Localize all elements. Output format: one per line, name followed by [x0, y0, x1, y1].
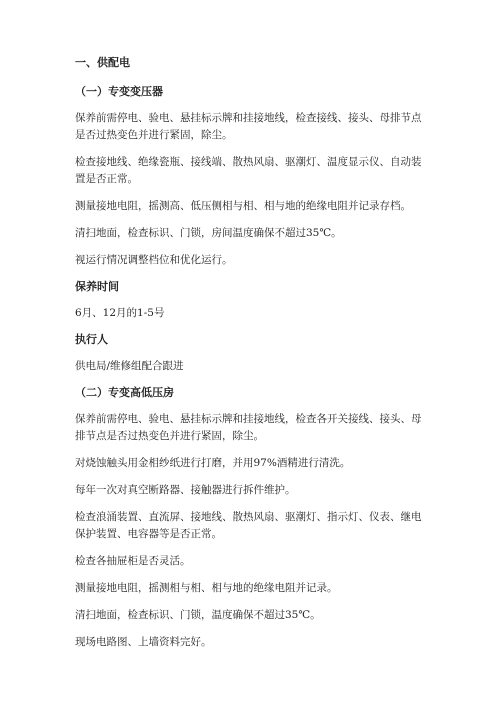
paragraph: 测量接地电阻，摇测相与相、相与地的绝缘电阻并记录。 [75, 582, 338, 594]
paragraph: 清扫地面，检查标识、门锁，房间温度确保不超过35℃。 [75, 227, 342, 239]
paragraph: 每年一次对真空断路器、接触器进行拆件维护。 [75, 484, 296, 496]
executor-label: 执行人 [75, 333, 108, 346]
section-title-transformer: （一）专变变压器 [75, 85, 163, 98]
maintenance-time-value: 6月、12月的1-5号 [75, 307, 165, 319]
section-title-switch-room: （二）专变高低压房 [75, 386, 174, 399]
executor-value: 供电局/维修组配合跟进 [75, 360, 184, 372]
paragraph: 测量接地电阻，摇测高、低压侧相与相、相与地的绝缘电阻并记录存档。 [75, 200, 411, 212]
maintenance-time-label: 保养时间 [75, 280, 119, 293]
paragraph: 保养前需停电、验电、悬挂标示牌和挂接地线，检查接线、接头、母排节点是否过热变色并进行紧固，除尘。 [75, 112, 422, 141]
heading-power-supply: 一、供配电 [75, 56, 130, 69]
paragraph: 对烧蚀触头用金相纱纸进行打磨，并用97%酒精进行清洗。 [75, 457, 351, 469]
document-body [75, 55, 430, 661]
paragraph: 检查各抽屉柜是否灵活。 [75, 555, 191, 567]
paragraph: 检查浪涌装置、直流屏、接地线、散热风扇、驱潮灯、指示灯、仪表、继电保护装置、电容器等是否正常。 [75, 511, 422, 540]
paragraph: 保养前需停电、验电、悬挂标示牌和挂接地线，检查各开关接线、接头、母排节点是否过热变色并进行紧固，除尘。 [75, 413, 422, 442]
paragraph: 现场电路图、上墙资料完好。 [75, 636, 212, 648]
paragraph: 检查接地线、绝缘瓷瓶、接线端、散热风扇、驱潮灯、温度显示仪、自动装置是否正常。 [75, 156, 422, 185]
paragraph: 清扫地面，检查标识、门锁，温度确保不超过35℃。 [75, 609, 321, 621]
paragraph: 视运行情况调整档位和优化运行。 [75, 254, 233, 266]
